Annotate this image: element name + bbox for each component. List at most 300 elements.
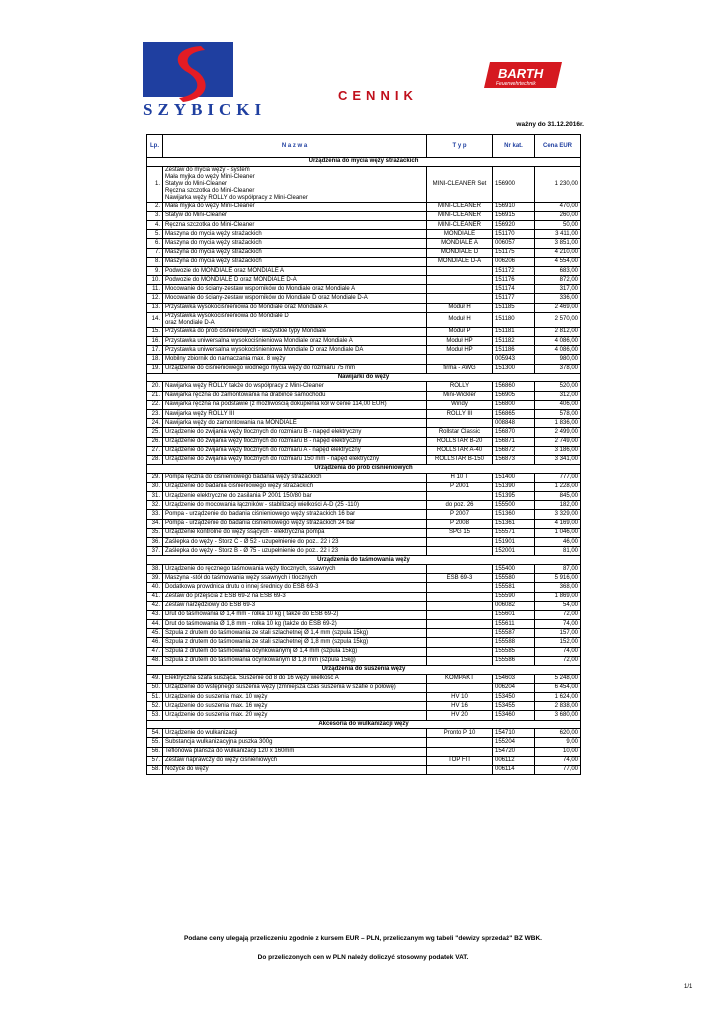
cell-nazwa: Przystawka wysokociśnieniowa do Mondiale oraz Mondiale A (163, 303, 427, 312)
cell-nazwa: Nawijarka węży ROLLY III (163, 409, 427, 418)
cell-cena: 74,00 (535, 647, 581, 656)
cell-nazwa: Pompa ręczna do ciśnieniowego badania węży strażackich (163, 473, 427, 482)
cell-cena: 4 554,00 (535, 257, 581, 266)
col-lp: Lp. (147, 135, 163, 158)
cell-nr: 153460 (493, 711, 535, 720)
cell-lp: 13. (147, 303, 163, 312)
table-row (147, 638, 581, 647)
table-row (147, 601, 581, 610)
cell-lp: 15. (147, 327, 163, 336)
section-title: Urządzenia do prób ciśnieniowych (147, 465, 581, 474)
cell-cena: 1 869,00 (535, 592, 581, 601)
table-row (147, 656, 581, 665)
cell-cena: 1 230,00 (535, 166, 581, 202)
cell-nazwa: Przystawka uniwersalna wysokociśnieniowa Mondiale D oraz Mondiale DA (163, 346, 427, 355)
cell-cena: 3 851,00 (535, 239, 581, 248)
cell-lp: 11. (147, 285, 163, 294)
cell-lp: 49. (147, 674, 163, 683)
table-row (147, 428, 581, 437)
cell-lp: 46. (147, 638, 163, 647)
cell-cena: 3 186,00 (535, 446, 581, 455)
section-title: Urządzenia do suszenia węży (147, 666, 581, 675)
cell-cena: 182,00 (535, 501, 581, 510)
cell-cena: 9,00 (535, 738, 581, 747)
cell-lp: 2. (147, 202, 163, 211)
col-nazwa: N a z w a (163, 135, 427, 158)
cell-typ (427, 266, 493, 275)
table-row (147, 592, 581, 601)
cell-cena: 72,00 (535, 656, 581, 665)
cell-cena: 520,00 (535, 382, 581, 391)
table-row (147, 610, 581, 619)
page-title: CENNIK (338, 88, 418, 103)
cell-nr: 155580 (493, 574, 535, 583)
cell-typ: Windy (427, 400, 493, 409)
table-row (147, 473, 581, 482)
section-title: Nawijarki do węży (147, 373, 581, 382)
cell-nazwa: Przystawka wysokociśnieniowa do Mondiale D oraz Mondiale D-A (163, 312, 427, 327)
cell-lp: 35. (147, 528, 163, 537)
cell-lp: 12. (147, 294, 163, 303)
cell-nr: 006204 (493, 683, 535, 692)
table-row (147, 738, 581, 747)
cell-lp: 48. (147, 656, 163, 665)
cell-lp: 39. (147, 574, 163, 583)
table-row (147, 303, 581, 312)
cell-typ (427, 620, 493, 629)
cell-nazwa: Mocowanie do ściany-zestaw wsporników do Mondiale oraz Mondiale A (163, 285, 427, 294)
cell-typ: ESB 69-3 (427, 574, 493, 583)
cell-cena: 77,00 (535, 765, 581, 774)
cell-lp: 19. (147, 364, 163, 373)
cell-lp: 55. (147, 738, 163, 747)
cell-cena: 2 499,00 (535, 428, 581, 437)
col-typ: T y p (427, 135, 493, 158)
cell-lp: 17. (147, 346, 163, 355)
barth-logo-text: BARTH (498, 66, 544, 81)
section-header-row (147, 556, 581, 565)
table-row (147, 257, 581, 266)
cell-nazwa: Szpula z drutem do taśmowania ze stali szlachetnej Ø 1,8 mm (szpula 15kg) (163, 638, 427, 647)
cell-nazwa: Mała myjka do węży Mini-Cleaner (163, 202, 427, 211)
cell-nr: 155588 (493, 638, 535, 647)
cell-lp: 51. (147, 692, 163, 701)
cell-lp: 25. (147, 428, 163, 437)
cell-typ (427, 492, 493, 501)
cell-nr: 155500 (493, 501, 535, 510)
table-row (147, 400, 581, 409)
cell-typ (427, 629, 493, 638)
cell-nr: 151170 (493, 230, 535, 239)
col-nr: Nr kat. (493, 135, 535, 158)
section-header-row (147, 373, 581, 382)
cell-lp: 33. (147, 510, 163, 519)
cell-typ: MINI-CLEANER (427, 211, 493, 220)
cell-typ (427, 592, 493, 601)
cell-cena: 3 329,00 (535, 510, 581, 519)
table-row (147, 683, 581, 692)
table-row (147, 294, 581, 303)
cell-nr: 156915 (493, 211, 535, 220)
table-row (147, 327, 581, 336)
cell-lp: 57. (147, 756, 163, 765)
cell-nr: 008848 (493, 419, 535, 428)
table-row (147, 537, 581, 546)
cell-typ: KOMPAKT (427, 674, 493, 683)
cell-typ: ROLLSTAR A-40 (427, 446, 493, 455)
cell-nr: 151185 (493, 303, 535, 312)
cell-nazwa: Szpula z drutem do taśmowania ocynkowanym Ø 1,8 mm (szpula 15kg) (163, 656, 427, 665)
valid-until: ważny do 31.12.2016r. (516, 121, 584, 128)
cell-cena: 368,00 (535, 583, 581, 592)
table-row (147, 230, 581, 239)
cell-nr: 151300 (493, 364, 535, 373)
cell-lp: 40. (147, 583, 163, 592)
cell-typ: Moduł P (427, 327, 493, 336)
cell-nr: 155400 (493, 564, 535, 573)
cell-typ: SPG 15 (427, 528, 493, 537)
cell-typ (427, 610, 493, 619)
cell-typ (427, 765, 493, 774)
cell-typ: Mini-Wickler (427, 391, 493, 400)
table-row (147, 364, 581, 373)
cell-typ (427, 583, 493, 592)
table-row (147, 547, 581, 556)
cell-nr: 155585 (493, 647, 535, 656)
cell-typ (427, 638, 493, 647)
cell-cena: 2 749,00 (535, 437, 581, 446)
cell-nr: 156900 (493, 166, 535, 202)
cell-nazwa: Urządzenie do zwijania węży tłocznych do rozmiaru A - napęd elektryczny (163, 446, 427, 455)
section-header-row (147, 666, 581, 675)
cell-cena: 2 570,00 (535, 312, 581, 327)
cell-nr: 156905 (493, 391, 535, 400)
cell-cena: 683,00 (535, 266, 581, 275)
cell-nazwa: Urządzenie do zwijania węży tłocznych do rozmiaru B - napęd elektryczny (163, 428, 427, 437)
cell-nazwa: Nożyce do węży (163, 765, 427, 774)
cell-nazwa: Urządzenie elektryczne do zasilania P 2001 150/80 bar (163, 492, 427, 501)
cell-nr: 151174 (493, 285, 535, 294)
cell-typ: MONDIALE D (427, 248, 493, 257)
cell-lp: 27. (147, 446, 163, 455)
cell-cena: 4 086,00 (535, 337, 581, 346)
cell-nr: 155601 (493, 610, 535, 619)
cell-cena: 4 086,00 (535, 346, 581, 355)
table-row (147, 674, 581, 683)
cell-nr: 151181 (493, 327, 535, 336)
cell-nazwa: Dodatkowa prowdnica drutu o innej średnicy do ESB 69-3 (163, 583, 427, 592)
cell-typ (427, 564, 493, 573)
cell-lp: 58. (147, 765, 163, 774)
cell-typ: Pronto P 10 (427, 729, 493, 738)
cell-typ (427, 547, 493, 556)
cell-typ: Rollstar Classic (427, 428, 493, 437)
cell-cena: 620,00 (535, 729, 581, 738)
cell-nazwa: Drut do taśmowania Ø 1,4 mm - rolka 10 kg ( także do ESB 69-2) (163, 610, 427, 619)
cell-nazwa: Urządzenie do ciśnieniowego wodnego mycia węży do rozmiaru 75 mm (163, 364, 427, 373)
cell-typ: ROLLSTAR B-150 (427, 455, 493, 464)
cell-nazwa: Zestaw do przejścia z ESB 69-2 na ESB 69-3 (163, 592, 427, 601)
cell-cena: 54,00 (535, 601, 581, 610)
cell-lp: 42. (147, 601, 163, 610)
cell-nazwa: Maszyna do mycia węży strażackich (163, 239, 427, 248)
cell-nr: 154603 (493, 674, 535, 683)
cell-nazwa: Mocowanie do ściany-zestaw wsporników do Mondiale D oraz Mondiale D-A (163, 294, 427, 303)
cell-lp: 28. (147, 455, 163, 464)
cell-cena: 312,00 (535, 391, 581, 400)
cell-cena: 470,00 (535, 202, 581, 211)
cell-cena: 980,00 (535, 355, 581, 364)
cell-typ: ROLLY III (427, 409, 493, 418)
cell-nazwa: Urządzenie do zwijania węży tłocznych do rozmiaru 150 mm - napęd elektryczny (163, 455, 427, 464)
table-row (147, 574, 581, 583)
cell-cena: 1 836,00 (535, 419, 581, 428)
cell-lp: 29. (147, 473, 163, 482)
table-row (147, 729, 581, 738)
cell-typ: ROLLY (427, 382, 493, 391)
cell-lp: 7. (147, 248, 163, 257)
cell-nazwa: Zestaw naprawczy do węży ciśnieniowych (163, 756, 427, 765)
cell-lp: 32. (147, 501, 163, 510)
cell-cena: 1 228,00 (535, 482, 581, 491)
cell-cena: 378,00 (535, 364, 581, 373)
cell-cena: 4 169,00 (535, 519, 581, 528)
table-row (147, 519, 581, 528)
cell-cena: 3 680,00 (535, 711, 581, 720)
cell-cena: 72,00 (535, 610, 581, 619)
cell-lp: 8. (147, 257, 163, 266)
cell-nazwa: Pompa - urządzenie do badania ciśnieniowego węży strażackich 24 bar (163, 519, 427, 528)
cell-nazwa: Urządzenie do suszenia max. 10 węży (163, 692, 427, 701)
cell-typ: HV 10 (427, 692, 493, 701)
cell-typ: HV 20 (427, 711, 493, 720)
table-row (147, 211, 581, 220)
table-row (147, 692, 581, 701)
cell-cena: 152,00 (535, 638, 581, 647)
cell-cena: 260,00 (535, 211, 581, 220)
cell-cena: 1 624,00 (535, 692, 581, 701)
cell-nr: 006206 (493, 257, 535, 266)
cell-lp: 4. (147, 220, 163, 229)
cell-lp: 31. (147, 492, 163, 501)
cell-lp: 56. (147, 747, 163, 756)
cell-typ: MONDIALE (427, 230, 493, 239)
barth-logo (484, 58, 564, 92)
cell-lp: 44. (147, 620, 163, 629)
cell-nr: 155571 (493, 528, 535, 537)
cell-nr: 156871 (493, 437, 535, 446)
cell-nr: 151360 (493, 510, 535, 519)
table-row (147, 382, 581, 391)
cell-nr: 156860 (493, 382, 535, 391)
cell-nazwa: Zestaw do mycia węży - system Mała myjka do węży Mini-Cleaner Statyw do Mini-Cleaner Ręczna szczotka do Mini-Cleaner Nawijarka węży ROLLY do współpracy z Mini-Cleaner (163, 166, 427, 202)
cell-typ (427, 355, 493, 364)
cell-typ: MINI-CLEANER Set (427, 166, 493, 202)
cell-nr: 156865 (493, 409, 535, 418)
price-table (146, 134, 581, 775)
cell-nr: 156873 (493, 455, 535, 464)
cell-cena: 845,00 (535, 492, 581, 501)
table-row (147, 711, 581, 720)
table-row (147, 747, 581, 756)
cell-nr: 155586 (493, 656, 535, 665)
cell-nazwa: Maszyna do mycia węży strażackich (163, 257, 427, 266)
table-row (147, 337, 581, 346)
table-body (147, 158, 581, 775)
cell-lp: 3. (147, 211, 163, 220)
cell-typ: P 2001 (427, 482, 493, 491)
cell-lp: 38. (147, 564, 163, 573)
cell-lp: 34. (147, 519, 163, 528)
page-number: 1/1 (684, 984, 693, 990)
section-header-row (147, 465, 581, 474)
cell-lp: 21. (147, 391, 163, 400)
cell-cena: 50,00 (535, 220, 581, 229)
cell-lp: 6. (147, 239, 163, 248)
cell-lp: 47. (147, 647, 163, 656)
cell-nazwa: Przystawka do prób ciśnieniowych - wszystkie typy Mondiale (163, 327, 427, 336)
table-header-row (147, 135, 581, 158)
table-row (147, 629, 581, 638)
cell-cena: 4 210,00 (535, 248, 581, 257)
cell-nazwa: Substancja wulkanizacyjna puszka 300g (163, 738, 427, 747)
cell-lp: 22. (147, 400, 163, 409)
cell-lp: 5. (147, 230, 163, 239)
cell-lp: 54. (147, 729, 163, 738)
cell-lp: 18. (147, 355, 163, 364)
section-title: Urządzenia do taśmowania węży (147, 556, 581, 565)
cell-cena: 2 469,00 (535, 303, 581, 312)
table-row (147, 501, 581, 510)
cell-nr: 152001 (493, 547, 535, 556)
cell-lp: 37. (147, 547, 163, 556)
table-row (147, 355, 581, 364)
cell-lp: 41. (147, 592, 163, 601)
cell-nr: 153450 (493, 692, 535, 701)
cell-nr: 151400 (493, 473, 535, 482)
section-title: Akcesoria do wulkanizacji węży (147, 720, 581, 729)
cell-nazwa: Statyw do Mini-Cleaner (163, 211, 427, 220)
table-row (147, 446, 581, 455)
cell-cena: 872,00 (535, 276, 581, 285)
cell-nr: 005943 (493, 355, 535, 364)
cell-nazwa: Urządzenie do badania ciśnieniowego węży strażackich (163, 482, 427, 491)
cell-nazwa: Maszyna do mycia węży strażackich (163, 248, 427, 257)
cell-nazwa: Nawijarka węży do zamontowania na MONDIALE (163, 419, 427, 428)
cell-nazwa: Zaślepka do węży - Storz C - Ø 52 - uzupełnienie do poz.. 22 i 23 (163, 537, 427, 546)
cell-cena: 5 248,00 (535, 674, 581, 683)
cell-typ: MONDIALE D-A (427, 257, 493, 266)
cell-typ (427, 738, 493, 747)
cell-nr: 154720 (493, 747, 535, 756)
cell-lp: 43. (147, 610, 163, 619)
cell-lp: 50. (147, 683, 163, 692)
cell-cena: 3 411,00 (535, 230, 581, 239)
cell-typ (427, 294, 493, 303)
cell-nr: 155204 (493, 738, 535, 747)
table-row (147, 765, 581, 774)
cell-nr: 151186 (493, 346, 535, 355)
cell-cena: 74,00 (535, 756, 581, 765)
cell-lp: 14. (147, 312, 163, 327)
table-row (147, 202, 581, 211)
table-row (147, 312, 581, 327)
cell-cena: 2 838,00 (535, 702, 581, 711)
cell-typ (427, 285, 493, 294)
cell-nr: 151180 (493, 312, 535, 327)
cell-cena: 3 341,00 (535, 455, 581, 464)
cell-nazwa: Nawijarka ręczna na podstawie (z możliwością dokupienia kół w cenie 114,00 EUR) (163, 400, 427, 409)
cell-lp: 20. (147, 382, 163, 391)
cell-lp: 1. (147, 166, 163, 202)
cell-lp: 30. (147, 482, 163, 491)
table-row (147, 702, 581, 711)
cell-nazwa: Maszyna do mycia węży strażackich (163, 230, 427, 239)
cell-nr: 151901 (493, 537, 535, 546)
cell-nr: 156910 (493, 202, 535, 211)
table-row (147, 266, 581, 275)
cell-typ: Moduł HP (427, 337, 493, 346)
cell-cena: 46,00 (535, 537, 581, 546)
cell-nazwa: Urządzenie do wulkanizacji (163, 729, 427, 738)
table-row (147, 583, 581, 592)
cell-cena: 2 812,00 (535, 327, 581, 336)
cell-cena: 10,00 (535, 747, 581, 756)
cell-nr: 151361 (493, 519, 535, 528)
cell-typ (427, 419, 493, 428)
cell-lp: 53. (147, 711, 163, 720)
cell-nazwa: Urządzenie kontrolne do węży ssących - elektryczna pompa (163, 528, 427, 537)
cell-nr: 151175 (493, 248, 535, 257)
table-row (147, 239, 581, 248)
cell-typ (427, 537, 493, 546)
col-cena: Cena EUR (535, 135, 581, 158)
cell-typ: H 10 T (427, 473, 493, 482)
cell-nr: 151172 (493, 266, 535, 275)
section-header-row (147, 158, 581, 167)
table-row (147, 510, 581, 519)
cell-nazwa: Elektryczna szafa susząca. Suszenie od 8 do 16 węży wielkość A (163, 674, 427, 683)
cell-nazwa: Pompa - urządzenie do badania ciśnieniowego węży strażackich 16 bar (163, 510, 427, 519)
table-row (147, 391, 581, 400)
cell-typ (427, 601, 493, 610)
cell-cena: 157,00 (535, 629, 581, 638)
table-row (147, 248, 581, 257)
cell-nazwa: Mobilny zbiornik do namaczania max. 8 węży (163, 355, 427, 364)
table-row (147, 564, 581, 573)
section-header-row (147, 720, 581, 729)
footer-note-exchange: Podane ceny ulegają przeliczeniu zgodnie z kursem EUR – PLN, przeliczanym wg tabeli "dewizy sprzedaż" BZ WBK. (184, 935, 542, 942)
cell-typ: P 2008 (427, 519, 493, 528)
barth-logo-subtext: Feuerwehrtechnik (496, 81, 536, 87)
cell-cena: 336,00 (535, 294, 581, 303)
cell-typ (427, 276, 493, 285)
cell-nr: 156872 (493, 446, 535, 455)
cell-nazwa: Nawijarka węży ROLLY także do współpracy z Mini-Cleaner (163, 382, 427, 391)
cell-nr: 151390 (493, 482, 535, 491)
cell-nazwa: Urządzenie do suszenia max. 16 węży (163, 702, 427, 711)
cell-nr: 155611 (493, 620, 535, 629)
cell-nr: 156920 (493, 220, 535, 229)
cell-lp: 45. (147, 629, 163, 638)
cell-lp: 10. (147, 276, 163, 285)
cell-nazwa: Urządzenie do zwijania węży tłocznych do rozmiaru B - napęd elektryczny (163, 437, 427, 446)
brand-name: SZYBICKI (143, 100, 267, 119)
cell-nazwa: Zaślepka do węży - Storz B - Ø 75 - uzupełnienie do poz.. 22 i 23 (163, 547, 427, 556)
cell-nazwa: Teflonowa plansza do wulkanizacji 120 x 160mm (163, 747, 427, 756)
cell-typ (427, 647, 493, 656)
cell-typ (427, 683, 493, 692)
